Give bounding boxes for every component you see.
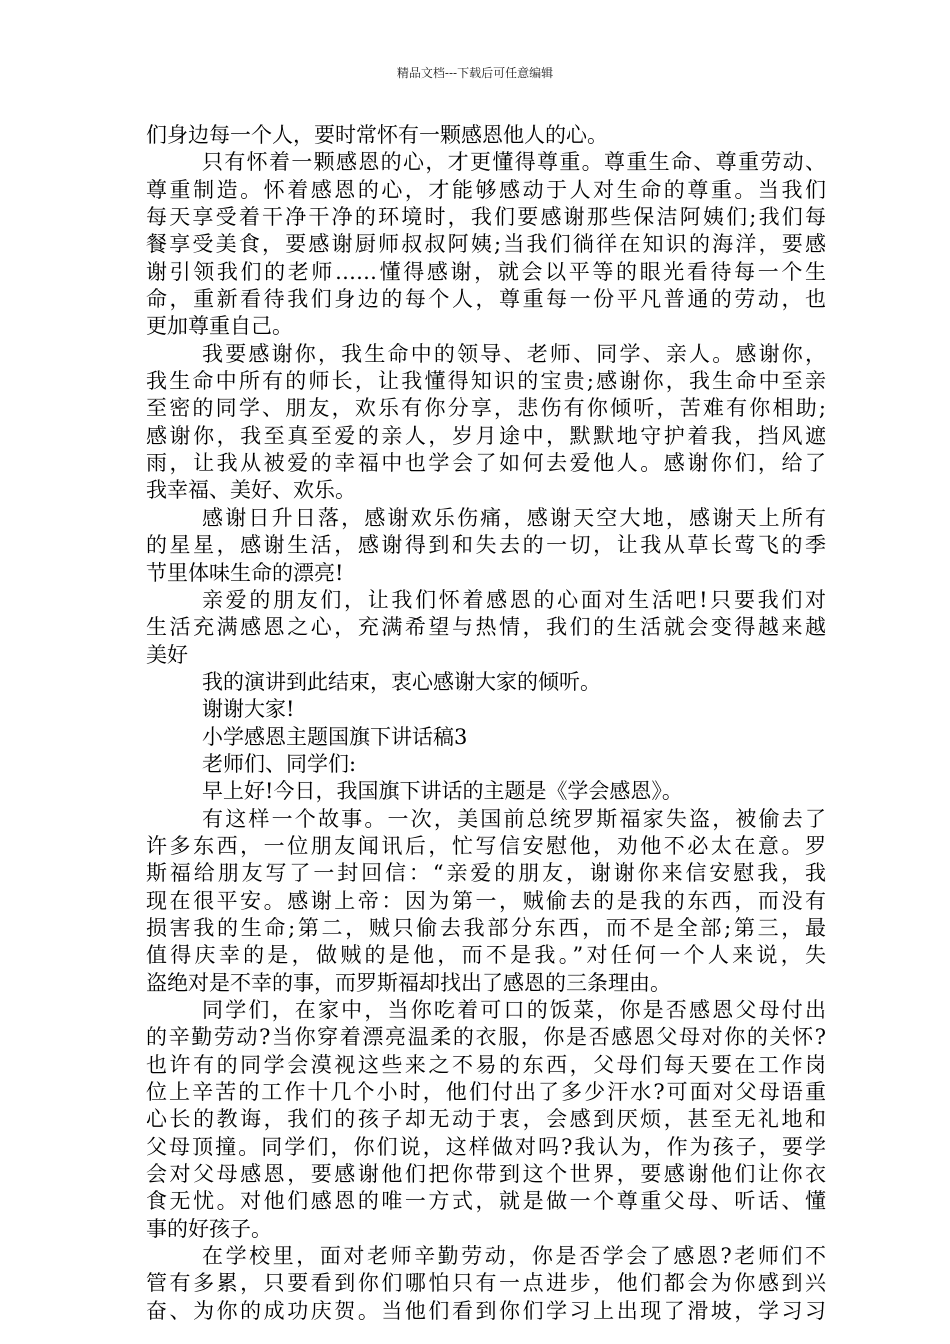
text-line: 有这样一个故事。一次，美国前总统罗斯福家失盗，被偷去了: [202, 806, 826, 831]
text-line: 盗绝对是不幸的事，而罗斯福却找出了感恩的三条理由。: [146, 970, 671, 995]
text-line: 命，重新看待我们身边的每个人，尊重每一份平凡普通的劳动，也: [146, 287, 826, 312]
text-line: 我幸福、美好、欢乐。: [146, 478, 356, 503]
text-line: 们身边每一个人，要时常怀有一颗感恩他人的心。: [146, 123, 608, 147]
text-line: 感谢你，我至真至爱的亲人，岁月途中，默默地守护着我，挡风遮: [146, 423, 826, 448]
text-line: 尊重制造。怀着感恩的心，才能够感动于人对生命的尊重。当我们: [146, 177, 826, 202]
text-line: 谢引领我们的老师……懂得感谢，就会以平等的眼光看待每一个生: [146, 259, 826, 284]
text-line: 亲爱的朋友们，让我们怀着感恩的心面对生活吧!只要我们对: [202, 587, 826, 612]
text-line: 奋、为你的成功庆贺。当他们看到你们学习上出现了滑坡，学习习: [146, 1298, 826, 1323]
text-line: 至密的同学、朋友，欢乐有你分享，悲伤有你倾听，苦难有你相助;: [146, 396, 826, 421]
text-line: 小学感恩主题国旗下讲话稿3: [202, 724, 468, 749]
text-line: 现在很平安。感谢上帝：因为第一，贼偷去的是我的东西，而没有: [146, 888, 826, 913]
text-line: 事的好孩子。: [146, 1216, 272, 1241]
text-line: 损害我的生命;第二，贼只偷去我部分东西，而不是全部;第三，最: [146, 915, 826, 940]
text-line: 只有怀着一颗感恩的心，才更懂得尊重。尊重生命、尊重劳动、: [202, 150, 826, 175]
text-line: 餐享受美食，要感谢厨师叔叔阿姨;当我们徜徉在知识的海洋，要感: [146, 232, 826, 257]
text-line: 谢谢大家!: [202, 697, 295, 722]
text-line: 美好: [146, 642, 188, 667]
text-line: 值得庆幸的是，做贼的是他，而不是我。”对任何一个人来说，失: [146, 943, 826, 968]
text-line: 生活充满感恩之心，充满希望与热情，我们的生活就会变得越来越: [146, 615, 826, 640]
text-line: 食无忧。对他们感恩的唯一方式，就是做一个尊重父母、听话、懂: [146, 1189, 826, 1214]
text-line: 的星星，感谢生活，感谢得到和失去的一切，让我从草长莺飞的季: [146, 533, 826, 558]
text-line: 的辛勤劳动?当你穿着漂亮温柔的衣服，你是否感恩父母对你的关怀?: [146, 1025, 826, 1050]
text-line: 感谢日升日落，感谢欢乐伤痛，感谢天空大地，感谢天上所有: [202, 505, 826, 530]
text-line: 也许有的同学会漠视这些来之不易的东西，父母们每天要在工作岗: [146, 1052, 826, 1077]
text-line: 父母顶撞。同学们，你们说，这样做对吗?我认为，作为孩子，要学: [146, 1134, 826, 1159]
document-body: [146, 122, 826, 1325]
text-line: 管有多累，只要看到你们哪怕只有一点进步，他们都会为你感到兴: [146, 1271, 826, 1296]
text-line: 更加尊重自己。: [146, 314, 293, 339]
text-line: 心长的教诲，我们的孩子却无动于衷，会感到厌烦，甚至无礼地和: [146, 1107, 826, 1132]
text-line: 位上辛苦的工作十几个小时，他们付出了多少汗水?可面对父母语重: [146, 1080, 826, 1105]
text-line: 同学们，在家中，当你吃着可口的饭菜，你是否感恩父母付出: [202, 998, 826, 1022]
text-line: 在学校里，面对老师辛勤劳动，你是否学会了感恩?老师们不: [202, 1244, 826, 1269]
text-line: 斯福给朋友写了一封回信：“亲爱的朋友，谢谢你来信安慰我，我: [146, 861, 826, 886]
text-line: 雨，让我从被爱的幸福中也学会了如何去爱他人。感谢你们，给了: [146, 451, 826, 476]
text-line: 我要感谢你，我生命中的领导、老师、同学、亲人。感谢你，: [202, 341, 826, 366]
text-line: 我的演讲到此结束，衷心感谢大家的倾听。: [202, 669, 601, 694]
text-line: 早上好!今日，我国旗下讲话的主题是《学会感恩》。: [202, 779, 683, 804]
text-line: 会对父母感恩，要感谢他们把你带到这个世界，要感谢他们让你衣: [146, 1162, 826, 1187]
text-line: 每天享受着干净干净的环境时，我们要感谢那些保洁阿姨们;我们每: [146, 205, 826, 230]
text-line: 我生命中所有的师长，让我懂得知识的宝贵;感谢你，我生命中至亲: [146, 369, 826, 394]
text-line: 老师们、同学们:: [202, 751, 357, 776]
text-line: 许多东西，一位朋友闻讯后，忙写信安慰他，劝他不必太在意。罗: [146, 833, 826, 858]
page-header: 精品文档---下载后可任意编辑: [396, 66, 554, 80]
text-line: 节里体味生命的漂亮!: [146, 560, 344, 585]
